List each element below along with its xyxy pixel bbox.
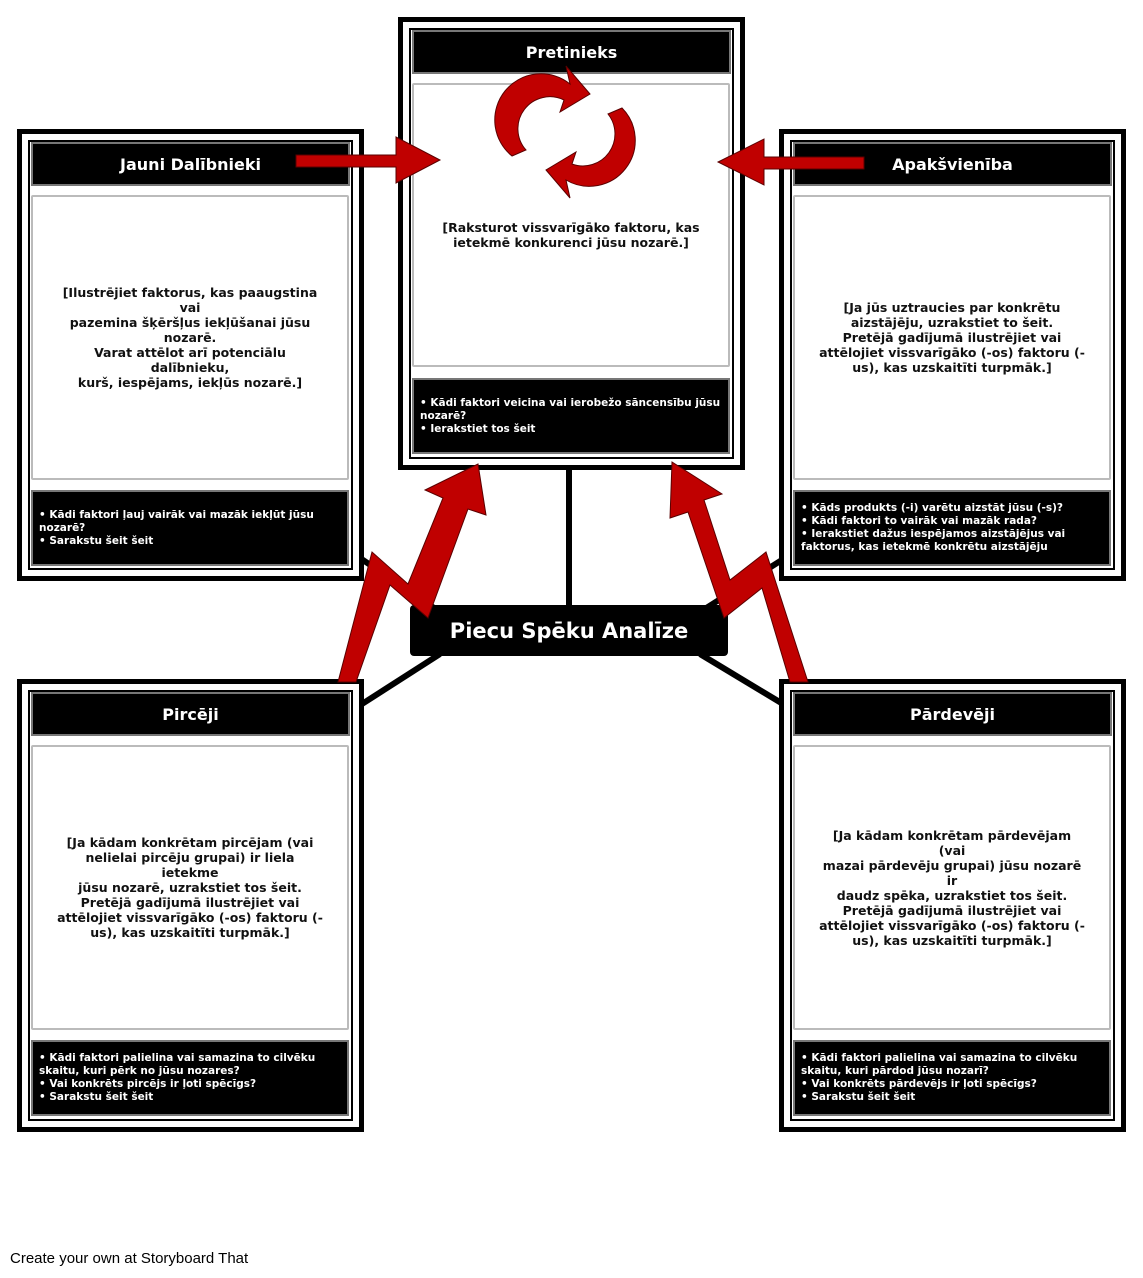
bullet-item: • Ierakstiet dažus iespējamos aizstājējus vai faktorus, kas ietekmē konkrētu aizstājēju [801,528,1103,554]
new-entrants-title: Jauni Dalībnieki [31,142,350,186]
bullet-item: • Ierakstiet tos šeit [420,423,722,436]
buyers-body-text: [Ja kādam konkrētam pircējam (vai nelielai pircēju grupai) ir liela ietekme jūsu nozarē, uzrakstiet tos šeit. Pretējā gadījumā ilustrējiet vai attēlojiet vissvarīgāko (-os) faktoru (- us), kas uzskaitīti turpmāk.] [57,835,323,940]
suppliers-body-text: [Ja kādam konkrētam pārdevējam (vai mazai pārdevēju grupai) jūsu nozarē ir daudz spēka, uzrakstiet tos šeit. Pretējā gadījumā ilustrējiet vai attēlojiet vissvarīgāko (-os) faktoru (- us), kas uzskaitīti turpmāk.] [819,827,1085,948]
rivalry-body-text: [Raksturot vissvarīgāko faktoru, kas ietekmē konkurenci jūsu nozarē.] [442,220,700,250]
storyboard-credit[interactable]: Create your own at Storyboard That [10,1250,249,1267]
arrow-suppliers-icon [670,462,808,682]
new-entrants-body-text: [Ilustrējiet faktorus, kas paaugstina vai pazemina šķēršļus iekļūšanai jūsu nozarē. Varat attēlot arī potenciālu dalībnieku, kurš, iespējams, iekļūs nozarē.] [62,285,318,390]
bullet-item: • Vai konkrēts pircējs ir ļoti spēcīgs? [39,1078,341,1091]
suppliers-title: Pārdevēji [793,692,1112,736]
center-title: Piecu Spēku Analīze [410,605,728,656]
bullet-item: • Sarakstu šeit šeit [801,1091,1103,1104]
arrow-substitutes-icon [718,139,864,185]
bullet-item: • Kāds produkts (-i) varētu aizstāt jūsu (-s)? [801,502,1103,515]
bullet-item: • Sarakstu šeit šeit [39,535,341,548]
bullet-item: • Kādi faktori palielina vai samazina to cilvēku skaitu, kuri pārdod jūsu nozarī? [801,1052,1103,1078]
bullet-item: • Vai konkrēts pārdevējs ir ļoti spēcīgs? [801,1078,1103,1091]
bullet-item: • Kādi faktori to vairāk vai mazāk rada? [801,515,1103,528]
bullet-item: • Kādi faktori veicina vai ierobežo sāncensību jūsu nozarē? [420,397,722,423]
buyers-title: Pircēji [31,692,350,736]
bullet-item: • Sarakstu šeit šeit [39,1091,341,1104]
rivalry-title: Pretinieks [412,30,731,74]
refresh-cycle-icon [495,66,635,198]
substitutes-title: Apakšvienība [793,142,1112,186]
bullet-item: • Kādi faktori palielina vai samazina to cilvēku skaitu, kuri pērk no jūsu nozares? [39,1052,341,1078]
bullet-item: • Kādi faktori ļauj vairāk vai mazāk iekļūt jūsu nozarē? [39,509,341,535]
arrow-buyers-icon [338,464,486,682]
arrow-new-entrants-icon [296,137,440,183]
substitutes-body-text: [Ja jūs uztraucies par konkrētu aizstājēju, uzrakstiet to šeit. Pretējā gadījumā ilustrējiet vai attēlojiet vissvarīgāko (-os) faktoru (- us), kas uzskaitīti turpmāk.] [819,300,1085,375]
